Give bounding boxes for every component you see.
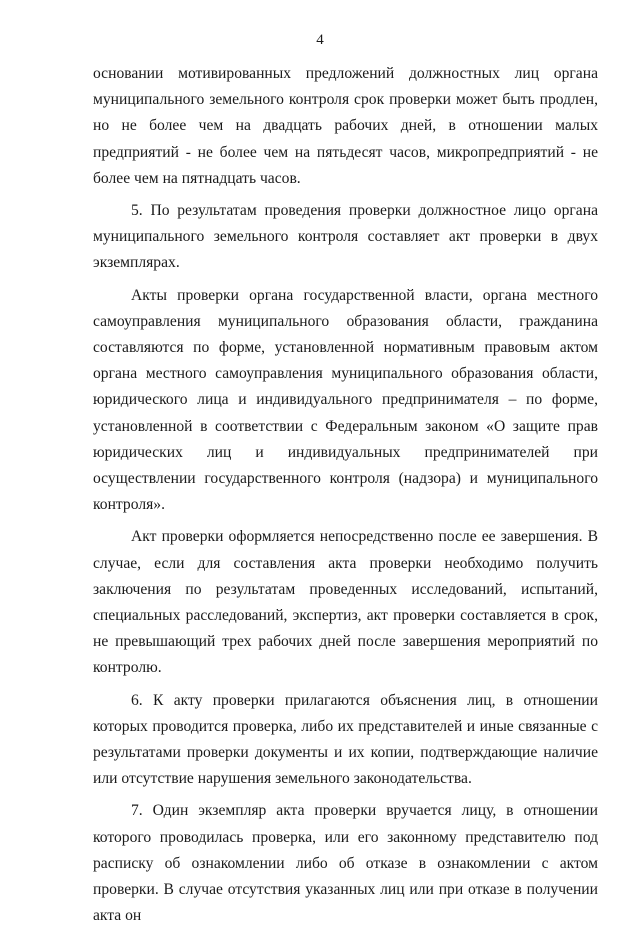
paragraph-item-5: 5. По результатам проведения проверки должностное лицо органа муниципального земельного контроля составляет акт проверки в двух экземплярах. (93, 202, 598, 272)
paragraph-act-forms: Акты проверки органа государственной власти, органа местного самоуправления муниципального образования области, гражданина составляются по форме, установленной нормативным правовым актом органа местного самоуправления муниципального образования области, юридического лица и индивидуального предпринимателя – по форме, установленной в соответствии с Федеральным законом «О защите прав юридических лиц и индивидуальных предпринимателей при осуществлении государственного контроля (надзора) и муниципального контроля». (93, 286, 598, 514)
paragraph-continuation: основании мотивированных предложений должностных лиц органа муниципального земельного контроля срок проверки может быть продлен, но не более чем на двадцать рабочих дней, в отношении малых предприятий - не более чем на пятьдесят часов, микропредприятий - не более чем на пятнадцать часов. (93, 65, 598, 187)
paragraph-item-6: 6. К акту проверки прилагаются объяснения лиц, в отношении которых проводится проверка, либо их представителей и иные связанные с результатами проверки документы и их копии, подтверждающие наличие или отсутствие нарушения земельного законодательства. (93, 691, 598, 788)
paragraph-act-drafting: Акт проверки оформляется непосредственно после ее завершения. В случае, если для составления акта проверки необходимо получить заключения по результатам проведенных исследований, испытаний, специальных расследований, экспертиз, акт проверки составляется в срок, не превышающий трех рабочих дней после завершения мероприятий по контролю. (93, 528, 598, 677)
page-number: 4 (316, 32, 324, 48)
document-body (93, 61, 598, 930)
paragraph-item-7: 7. Один экземпляр акта проверки вручается лицу, в отношении которого проводилась проверка, или его законному представителю под расписку об ознакомлении либо об отказе в ознакомлении с актом проверки. В случае отсутствия указанных лиц или при отказе в получении акта он (93, 802, 598, 925)
